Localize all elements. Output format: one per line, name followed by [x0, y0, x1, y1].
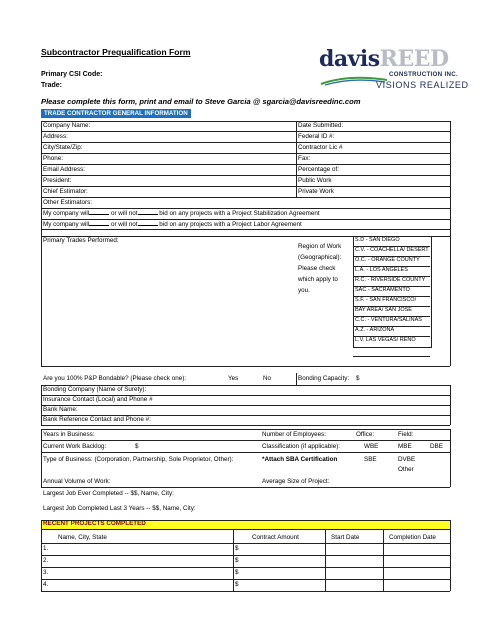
- address-label: Address:: [43, 133, 68, 140]
- will-not-blank[interactable]: [138, 214, 158, 215]
- region-text-line: you.: [298, 287, 310, 294]
- rule: [450, 236, 451, 366]
- rule: [41, 219, 450, 220]
- logo-construction: CONSTRUCTION INC.: [389, 71, 459, 78]
- rule: [41, 229, 450, 230]
- rule: [41, 487, 450, 488]
- chief-estimator-label: Chief Estimator:: [43, 188, 88, 195]
- project-row-amount[interactable]: $: [235, 569, 239, 576]
- region-text-line: Region of Work: [298, 243, 342, 250]
- rule: [41, 452, 450, 453]
- fax-label: Fax:: [298, 155, 311, 162]
- rule: [450, 520, 451, 591]
- employees-label: Number of Employees:: [262, 431, 327, 438]
- column-header-completion: Completion Date: [389, 534, 436, 541]
- rule: [41, 591, 450, 592]
- rule: [41, 131, 450, 132]
- region-text-line: (Geographical):: [298, 254, 342, 261]
- bonding-company-label: Bonding Company (Name of Surety):: [43, 386, 147, 393]
- project-row-amount[interactable]: $: [235, 557, 239, 564]
- column-header-name: Name, City, State: [58, 534, 107, 541]
- labor-text: bid on any projects with a Project Labor Agreement: [159, 221, 302, 228]
- dbe-option[interactable]: DBE: [430, 443, 443, 450]
- logo-tagline: VISIONS REALIZED: [376, 80, 469, 90]
- region-lv[interactable]: L.V. LAS VEGAS/ RENO: [355, 337, 416, 343]
- bonding-capacity-dollar[interactable]: $: [356, 375, 360, 382]
- stabilization-agreement-line: [43, 211, 320, 217]
- other-option[interactable]: Other: [398, 466, 414, 473]
- office-label: Office:: [356, 431, 375, 438]
- rule: [41, 425, 450, 426]
- years-in-business-label: Years in Business:: [43, 431, 95, 438]
- federal-id-label: Federal ID #:: [298, 133, 335, 140]
- rule: [325, 529, 326, 591]
- region-sac[interactable]: SAC - SACRAMENTO: [355, 287, 410, 293]
- region-sf[interactable]: S.F. - SAN FRANCISCO/: [355, 297, 417, 303]
- rule: [383, 529, 384, 591]
- email-label: Email Address:: [43, 166, 85, 173]
- labor-agreement-line: [43, 222, 302, 228]
- region-text-line: which apply to: [298, 276, 338, 283]
- phone-label: Phone:: [43, 155, 63, 162]
- rule: [296, 121, 297, 197]
- stabilization-text: bid on any projects with a Project Stabilization Agreement: [159, 210, 320, 217]
- backlog-label: Current Work Backlog:: [43, 443, 107, 450]
- rule: [41, 164, 450, 165]
- column-header-amount: Contract Amount: [252, 534, 299, 541]
- bondable-question: Are you 100% P&P Bondable? (Please check one):: [43, 375, 187, 382]
- sbe-option[interactable]: SBE: [364, 456, 377, 463]
- rule: [41, 208, 450, 209]
- dvbe-option[interactable]: DVBE: [398, 456, 416, 463]
- rule: [450, 429, 451, 487]
- rule: [41, 186, 450, 187]
- rule: [41, 555, 450, 556]
- region-az[interactable]: A.Z. - ARIZONA: [355, 327, 395, 333]
- rule: [41, 579, 450, 580]
- rule: [41, 197, 450, 198]
- logo-word-davis: davis: [319, 46, 380, 72]
- rule: [41, 175, 450, 176]
- mbe-option[interactable]: MBE: [398, 443, 412, 450]
- davis-reed-logo: [319, 46, 469, 92]
- region-sd[interactable]: S.D - SAN DIEGO: [355, 237, 400, 243]
- rule: [450, 385, 451, 425]
- rule: [41, 567, 450, 568]
- project-row-number: 1.: [43, 545, 49, 552]
- rule: [41, 429, 42, 487]
- date-submitted-label: Date Submitted:: [298, 122, 344, 129]
- sba-certification-note: *Attach SBA Certification: [262, 456, 338, 463]
- contractor-lic-label: Contractor Lic #: [298, 144, 343, 151]
- region-bay-area[interactable]: BAY AREA/ SAN JOSE: [355, 307, 412, 313]
- average-size-label: Average Size of Project:: [262, 478, 330, 485]
- rule: [41, 520, 450, 521]
- bondable-yes[interactable]: Yes: [228, 375, 239, 382]
- classification-label: Classification (if applicable):: [262, 443, 341, 450]
- primary-trades-label: Primary Trades Performed:: [43, 237, 119, 244]
- rule: [296, 373, 297, 385]
- region-rc[interactable]: R.C. - RIVERSIDE COUNTY: [355, 277, 426, 283]
- project-row-number: 4.: [43, 581, 49, 588]
- recent-projects-banner: RECENT PROJECTS COMPLETED: [43, 520, 146, 527]
- public-work-label: Public Work: [298, 177, 332, 184]
- rule: [41, 385, 42, 425]
- wbe-option[interactable]: WBE: [364, 443, 379, 450]
- city-state-zip-label: City/State/Zip:: [43, 144, 83, 151]
- region-text-line: Please check: [298, 265, 336, 272]
- bondable-no[interactable]: No: [263, 375, 272, 382]
- will-blank[interactable]: [89, 214, 109, 215]
- region-oc[interactable]: O.C. - ORANGE COUNTY: [355, 257, 420, 263]
- president-label: President:: [43, 177, 72, 184]
- bonding-capacity-label: Bonding Capacity:: [298, 375, 350, 382]
- rule: [233, 529, 234, 591]
- rule: [41, 121, 450, 122]
- instructions: Please complete this form, print and email to Steve Garcia @ sgarcia@davisreedinc.com: [41, 97, 361, 106]
- region-instructions: [298, 241, 341, 296]
- rule: [41, 366, 450, 367]
- rule: [41, 236, 42, 366]
- private-work-label: Private Work: [298, 188, 334, 195]
- rule: [41, 153, 450, 154]
- project-row-number: 3.: [43, 569, 49, 576]
- agreement-prefix: My company will: [43, 221, 90, 228]
- column-header-start: Start Date: [331, 534, 360, 541]
- business-type-label: Type of Business: (Corporation, Partnership, Sole Proprietor, Other):: [43, 456, 234, 463]
- region-cc[interactable]: C.C. - VENTURA/SALINAS: [355, 317, 422, 323]
- rule: [353, 356, 430, 357]
- will-blank[interactable]: [89, 225, 109, 226]
- rule: [41, 440, 450, 441]
- bank-reference-label: Bank Reference Contact and Phone #:: [43, 416, 151, 423]
- primary-csi-label: Primary CSI Code:: [41, 71, 103, 78]
- percentage-label: Percentage of:: [298, 166, 339, 173]
- backlog-dollar[interactable]: $: [135, 443, 139, 450]
- or-will-not: or will not: [110, 210, 138, 217]
- region-la[interactable]: L.A. - LOS ANGELES: [355, 267, 408, 273]
- rule: [450, 121, 451, 236]
- largest-ever-label: Largest Job Ever Completed -- $$, Name, City:: [43, 490, 174, 497]
- rule: [41, 529, 450, 530]
- annual-volume-label: Annual Volume of Work:: [43, 478, 111, 485]
- project-row-amount[interactable]: $: [235, 581, 239, 588]
- form-title: Subcontractor Prequalification Form: [41, 47, 191, 57]
- project-row-number: 2.: [43, 557, 49, 564]
- rule: [41, 429, 450, 430]
- trade-label: Trade:: [41, 82, 63, 89]
- rule: [41, 142, 450, 143]
- largest-3yr-label: Largest Job Completed Last 3 Years -- $$, Name, City:: [43, 505, 196, 512]
- general-info-banner: TRADE CONTRACTOR GENERAL INFORMATION: [41, 109, 191, 118]
- rule: [41, 520, 42, 591]
- rule: [41, 543, 450, 544]
- rule: [41, 405, 450, 406]
- insurance-contact-label: Insurance Contact (Local) and Phone #: [43, 396, 153, 403]
- logo-word-reed: REED: [379, 46, 449, 72]
- will-not-blank[interactable]: [138, 225, 158, 226]
- bank-name-label: Bank Name:: [43, 406, 78, 413]
- or-will-not: or will not: [110, 221, 138, 228]
- field-label: Field:: [398, 431, 414, 438]
- region-cv[interactable]: C.V. - COACHELLA/ DESERT: [355, 247, 429, 253]
- other-estimators-label: Other Estimators:: [43, 199, 92, 206]
- rule: [41, 121, 42, 236]
- project-row-amount[interactable]: $: [235, 545, 239, 552]
- logo-wordmark: [319, 46, 449, 72]
- company-name-label: Company Name:: [43, 122, 91, 129]
- agreement-prefix: My company will: [43, 210, 90, 217]
